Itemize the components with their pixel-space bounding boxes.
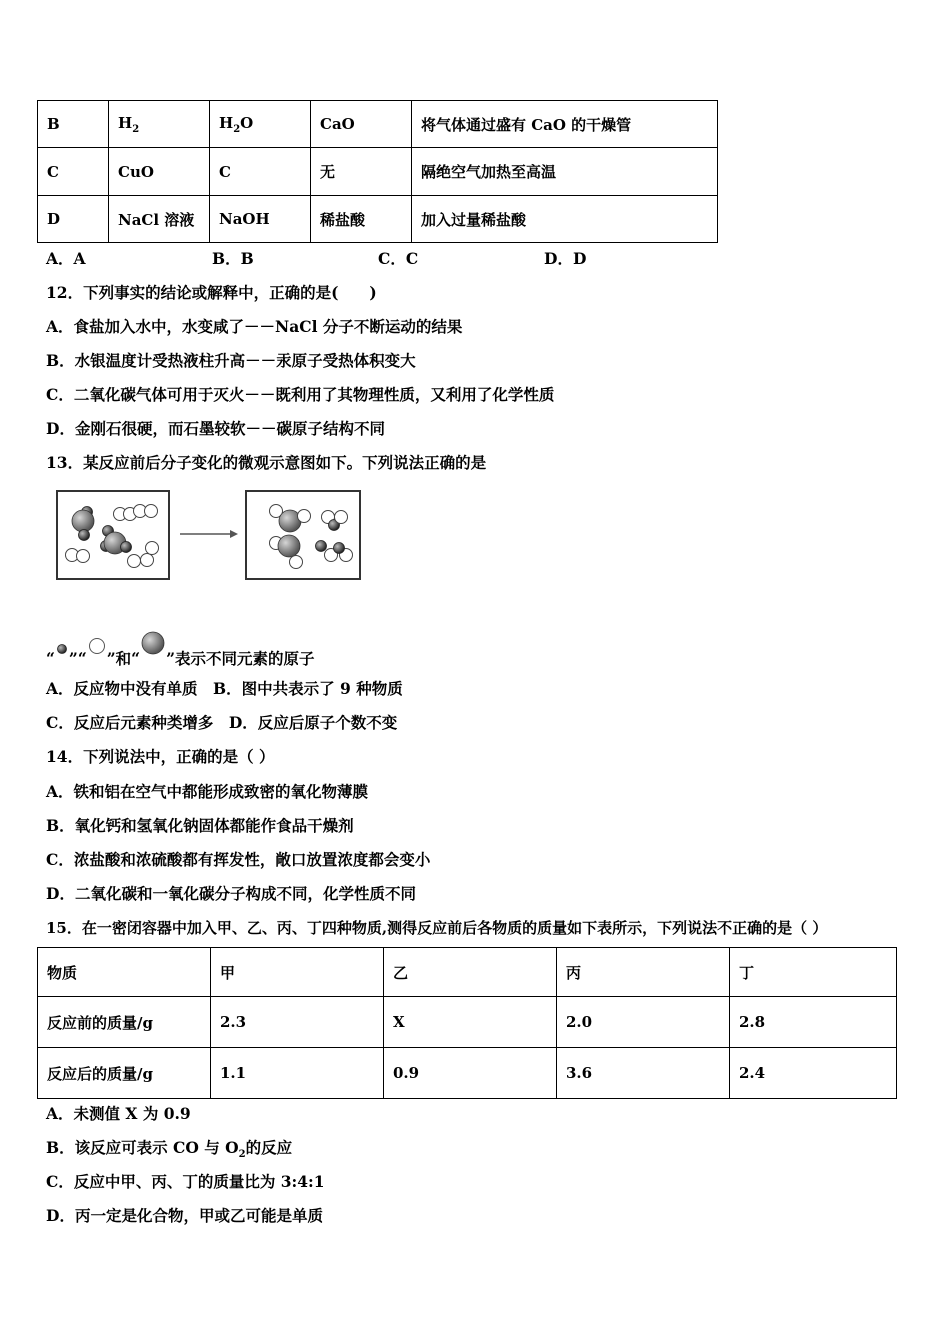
q14-option-c[interactable]: C．浓盐酸和浓硫酸都有挥发性，敞口放置浓度都会变小 — [46, 850, 431, 869]
q14-option-b[interactable]: B．氧化钙和氢氧化钠固体都能作食品干燥剂 — [46, 816, 354, 835]
q11-options — [46, 247, 586, 269]
q13-options-ab[interactable]: A．反应物中没有单质 B．图中共表示了 9 种物质 — [46, 679, 403, 698]
table-header: 乙 — [384, 948, 557, 997]
q13-options-cd[interactable]: C．反应后元素种类增多 D．反应后原子个数不变 — [46, 713, 398, 732]
table-cell: 2.3 — [211, 997, 384, 1048]
q11-table — [37, 100, 718, 243]
legend-text: ”和“ — [106, 649, 141, 668]
white-atom-icon — [87, 636, 107, 656]
q15-option-c[interactable]: C．反应中甲、丙、丁的质量比为 3:4:1 — [46, 1172, 325, 1191]
reactants-box — [57, 491, 169, 579]
small-dark-atom-icon — [55, 642, 69, 656]
table-cell: $H_2$ — [109, 101, 210, 148]
table-cell: X — [384, 997, 557, 1048]
table-cell: 2.8 — [730, 997, 897, 1048]
q12-stem: 12．下列事实的结论或解释中，正确的是( ) — [46, 283, 377, 302]
q15-option-b[interactable] — [46, 1136, 292, 1160]
q15-stem: 15．在一密闭容器中加入甲、乙、丙、丁四种物质,测得反应前后各物质的质量如下表所示，下列说法不正确的是（ ） — [46, 919, 828, 937]
table-cell: 1.1 — [211, 1048, 384, 1099]
table-cell: 2.4 — [730, 1048, 897, 1099]
legend-text: “ — [46, 649, 55, 668]
reaction-arrow — [180, 530, 238, 538]
option-text: B．该反应可表示 CO 与 O — [46, 1138, 239, 1157]
large-gray-atom-icon — [140, 630, 166, 656]
table-cell: 0.9 — [384, 1048, 557, 1099]
q14-option-a[interactable]: A．铁和铝在空气中都能形成致密的氧化物薄膜 — [46, 782, 369, 801]
table-cell: CaO — [311, 101, 412, 148]
option-subscript: 2 — [238, 1149, 246, 1161]
table-cell: $H_2O$ — [210, 101, 311, 148]
table-cell: NaCl 溶液 — [109, 196, 210, 243]
table-cell: 稀盐酸 — [311, 196, 412, 243]
option-d[interactable]: D．D — [544, 249, 587, 268]
q15-option-a[interactable]: A．未测值 X 为 0.9 — [46, 1104, 191, 1123]
table-cell: B — [38, 101, 109, 148]
table-cell: 隔绝空气加热至高温 — [412, 148, 718, 196]
q14-option-d[interactable]: D．二氧化碳和一氧化碳分子构成不同，化学性质不同 — [46, 884, 416, 903]
table-header: 丁 — [730, 948, 897, 997]
table-cell: 3.6 — [557, 1048, 730, 1099]
option-b[interactable]: B．B — [212, 249, 254, 268]
q15-table — [37, 947, 897, 1099]
table-cell: D — [38, 196, 109, 243]
atom-legend — [46, 630, 315, 669]
q14-stem: 14．下列说法中，正确的是（ ） — [46, 747, 275, 766]
table-header: 丙 — [557, 948, 730, 997]
table-row — [38, 1048, 897, 1099]
table-cell: C — [38, 148, 109, 196]
table-header-row — [38, 948, 897, 997]
option-a[interactable]: A．A — [46, 249, 86, 268]
table-row — [38, 101, 718, 148]
option-text: 的反应 — [245, 1138, 293, 1157]
legend-text: ”表示不同元素的原子 — [166, 649, 315, 668]
q12-option-d[interactable]: D．金刚石很硬，而石墨较软－－碳原子结构不同 — [46, 419, 385, 438]
table-header: 物质 — [38, 948, 211, 997]
q12-option-b[interactable]: B．水银温度计受热液柱升高－－汞原子受热体积变大 — [46, 351, 416, 370]
table-cell: 加入过量稀盐酸 — [412, 196, 718, 243]
q15-option-d[interactable]: D．丙一定是化合物，甲或乙可能是单质 — [46, 1206, 323, 1225]
table-cell: C — [210, 148, 311, 196]
products-box — [246, 491, 360, 579]
table-cell: 反应前的质量/g — [38, 997, 211, 1048]
table-cell: 2.0 — [557, 997, 730, 1048]
table-cell: CuO — [109, 148, 210, 196]
table-cell: 将气体通过盛有 CaO 的干燥管 — [412, 101, 718, 148]
table-row — [38, 148, 718, 196]
option-c[interactable]: C．C — [378, 249, 419, 268]
table-row — [38, 196, 718, 243]
table-cell: 反应后的质量/g — [38, 1048, 211, 1099]
q12-option-c[interactable]: C．二氧化碳气体可用于灭火－－既利用了其物理性质，又利用了化学性质 — [46, 385, 555, 404]
reaction-diagram — [50, 485, 370, 585]
table-cell: NaOH — [210, 196, 311, 243]
q13-stem: 13．某反应前后分子变化的微观示意图如下。下列说法正确的是 — [46, 453, 487, 472]
legend-text: ”“ — [68, 649, 87, 668]
table-cell: 无 — [311, 148, 412, 196]
table-header: 甲 — [211, 948, 384, 997]
table-row — [38, 997, 897, 1048]
q12-option-a[interactable]: A．食盐加入水中，水变咸了－－NaCl 分子不断运动的结果 — [46, 317, 463, 336]
